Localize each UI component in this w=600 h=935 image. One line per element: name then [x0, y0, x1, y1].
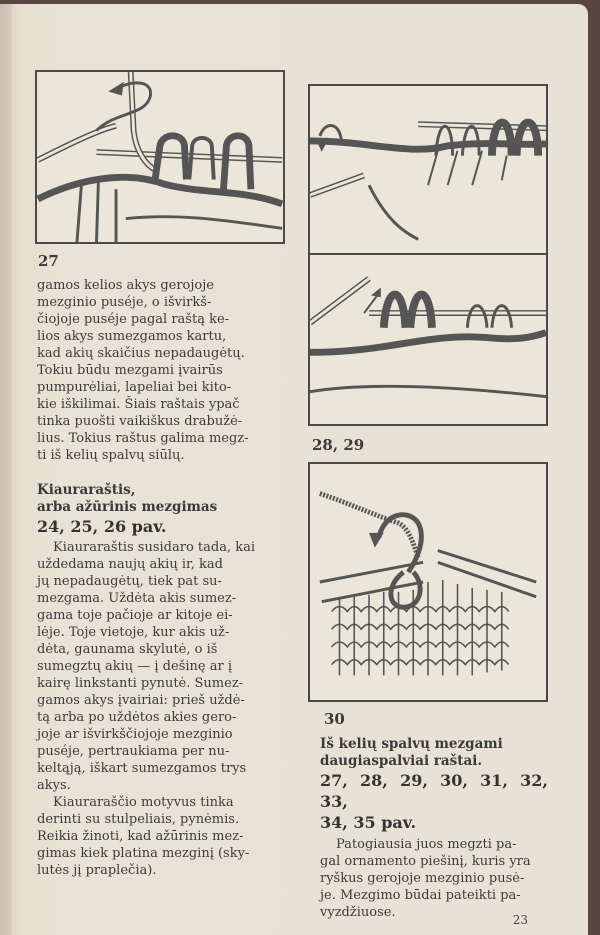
- figure-ref-line: 27, 28, 29, 30, 31, 32, 33,: [320, 771, 548, 811]
- section-heading-multicolor: [320, 736, 548, 770]
- heading-line: Kiauraraštis,: [37, 482, 136, 498]
- knitting-diagram-30: [310, 464, 546, 700]
- text-line: joje ar išvirkščiojoje mezginio: [37, 727, 233, 742]
- heading-line: arba ažūrinis mezgimas: [37, 499, 218, 515]
- text-line: akys.: [37, 778, 71, 793]
- text-line: tą arba po uždėtos akies gero-: [37, 710, 237, 725]
- left-column: [37, 277, 285, 879]
- figure-28-29-label: 28, 29: [312, 436, 365, 454]
- text-line: jų nepadaugėtų, tiek pat su-: [37, 574, 222, 589]
- heading-line: daugiaspalviai raštai.: [320, 753, 483, 769]
- figure-27-label: 27: [38, 252, 59, 270]
- text-line: vyzdžiuose.: [320, 905, 396, 920]
- text-line: mezginio puséje, o išvirkš-: [37, 295, 212, 310]
- section-heading-openwork: [37, 482, 285, 516]
- text-line: dėta, gaunama skylutė, o iš: [37, 642, 218, 657]
- text-line: ryškus gerojoje mezginio pusė-: [320, 871, 525, 886]
- figure-30-illustration: [308, 462, 548, 702]
- text-line: pumpurėliai, lapeliai bei kito-: [37, 380, 232, 395]
- text-line: mezgama. Uždėta akis sumez-: [37, 591, 237, 606]
- text-line: tinka puošti vaikiškus drabužė-: [37, 414, 243, 429]
- text-line: Patogiausia juos megzti pa-: [336, 837, 517, 852]
- page-number: 23: [512, 913, 528, 927]
- text-line: uždedama naujų akių ir, kad: [37, 557, 223, 572]
- text-line: gama toje pačioje ar kitoje ei-: [37, 608, 233, 623]
- text-line: kairę linkstanti pynutė. Sumez-: [37, 676, 244, 691]
- text-line: gamos akys įvairiai: prieš uždė-: [37, 693, 245, 708]
- page-gutter: [0, 4, 12, 935]
- paragraph-intro: [37, 277, 285, 464]
- text-line: je. Mezgimo būdai pateikti pa-: [320, 888, 521, 903]
- text-line: lėje. Toje vietoje, kur akis už-: [37, 625, 230, 640]
- text-line: sumegztų akių — į dešinę ar į: [37, 659, 232, 674]
- text-line: lius. Tokius raštus galima megz-: [37, 431, 249, 446]
- text-line: puséje, pertraukiama per nu-: [37, 744, 230, 759]
- figure-30-label: 30: [324, 710, 345, 728]
- text-line: keltąją, iškart sumezgamos trys: [37, 761, 247, 776]
- text-line: gal ornamento piešinį, kuris yra: [320, 854, 531, 869]
- figure-reference-27-35: [320, 770, 548, 833]
- text-line: lutės jį praplečia).: [37, 863, 157, 878]
- knitting-diagram-28-29: [310, 86, 546, 424]
- paragraph-motifs: [37, 794, 285, 879]
- text-line: Kiauraraštis susidaro tada, kai: [53, 540, 255, 555]
- text-line: Tokiu būdu mezgami įvairūs: [37, 363, 223, 378]
- book-page: [0, 4, 588, 935]
- figure-28-29-illustration: [308, 84, 548, 426]
- knitting-diagram-27: [37, 72, 283, 242]
- text-line: Reikia žinoti, kad ažūrinis mez-: [37, 829, 244, 844]
- heading-line: Iš kelių spalvų mezgami: [320, 736, 503, 752]
- figure-reference-24-26: 24, 25, 26 pav.: [37, 517, 167, 536]
- paragraph-openwork: [37, 539, 285, 794]
- text-line: derinti su stulpeliais, pynėmis.: [37, 812, 240, 827]
- figure-ref-line: 34, 35 pav.: [320, 813, 417, 832]
- text-line: Kiauraraščio motyvus tinka: [53, 795, 234, 810]
- text-line: kie iškilimai. Šiais raštais ypač: [37, 397, 240, 412]
- text-line: gamos kelios akys gerojoje: [37, 278, 214, 293]
- paragraph-multicolor: [320, 836, 548, 921]
- text-line: kad akių skaičius nepadaugėtų.: [37, 346, 245, 361]
- right-column: [320, 736, 548, 921]
- text-line: gimas kiek platina mezginį (sky-: [37, 846, 250, 861]
- text-line: čiojoje puséje pagal raštą ke-: [37, 312, 230, 327]
- text-line: ti iš kelių spalvų siūlų.: [37, 448, 185, 463]
- figure-27-illustration: [35, 70, 285, 244]
- text-line: lios akys sumezgamos kartu,: [37, 329, 227, 344]
